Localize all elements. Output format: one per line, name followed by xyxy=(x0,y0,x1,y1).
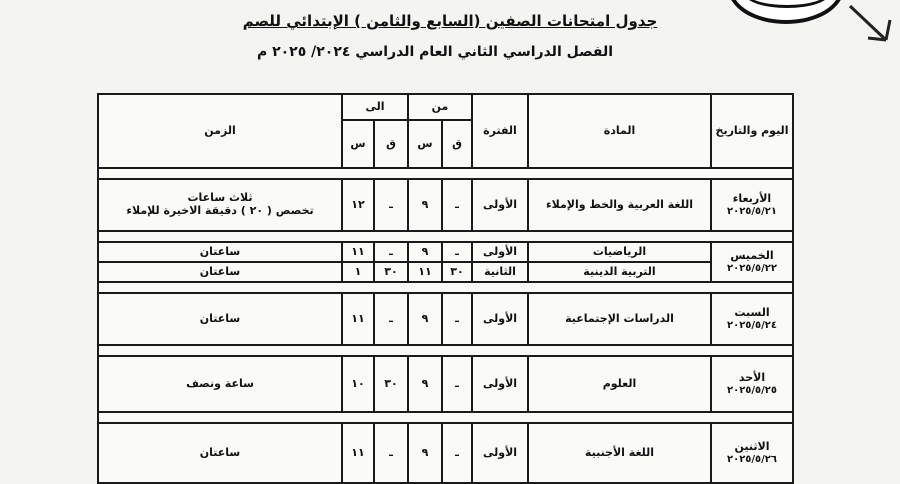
day-date-cell xyxy=(711,423,793,483)
to-minute-cell: ـ xyxy=(374,242,408,262)
exam-date: ٢٠٢٥/٥/٢٢ xyxy=(726,262,778,274)
header-from-minute: ق xyxy=(442,120,472,168)
from-hour-cell: ٩ xyxy=(408,356,442,412)
header-day-date: اليوم والتاريخ xyxy=(711,94,793,168)
from-hour-cell: ٩ xyxy=(408,293,442,345)
day-date-cell xyxy=(711,242,793,282)
day-date-cell xyxy=(711,293,793,345)
corner-arrow-icon xyxy=(846,0,900,60)
to-hour-cell: ١ xyxy=(342,262,374,282)
exam-schedule-table xyxy=(97,93,794,484)
duration-cell: ساعتان xyxy=(98,262,342,282)
header-duration: الزمن xyxy=(98,94,342,168)
period-cell: الأولى xyxy=(472,179,528,231)
table-row xyxy=(98,179,793,231)
period-cell: الأولى xyxy=(472,356,528,412)
period-cell: الأولى xyxy=(472,423,528,483)
period-cell: الأولى xyxy=(472,293,528,345)
header-from: من xyxy=(408,94,472,120)
from-hour-cell: ١١ xyxy=(408,262,442,282)
period-cell: الثانية xyxy=(472,262,528,282)
duration-cell: ساعتان xyxy=(98,423,342,483)
header-period: الفترة xyxy=(472,94,528,168)
from-minute-cell: ـ xyxy=(442,293,472,345)
day-name: السبت xyxy=(734,305,770,319)
day-date-cell xyxy=(711,356,793,412)
to-minute-cell: ٣٠ xyxy=(374,356,408,412)
from-minute-cell: ٣٠ xyxy=(442,262,472,282)
table-row xyxy=(98,423,793,483)
table-row xyxy=(98,242,793,262)
exam-date: ٢٠٢٥/٥/٢٦ xyxy=(726,453,778,465)
from-hour-cell: ٩ xyxy=(408,423,442,483)
header-to: الى xyxy=(342,94,408,120)
from-minute-cell: ـ xyxy=(442,242,472,262)
emblem-logo xyxy=(728,0,844,24)
header-to-hour: س xyxy=(342,120,374,168)
from-minute-cell: ـ xyxy=(442,179,472,231)
to-hour-cell: ١١ xyxy=(342,423,374,483)
period-cell: الأولى xyxy=(472,242,528,262)
subject-cell: اللغة العربية والخط والإملاء xyxy=(528,179,711,231)
duration-text: ثلاث ساعات xyxy=(187,191,253,205)
table-row xyxy=(98,262,793,282)
subject-cell: الرياضيات xyxy=(528,242,711,262)
subject-cell: العلوم xyxy=(528,356,711,412)
from-hour-cell: ٩ xyxy=(408,242,442,262)
to-minute-cell: ـ xyxy=(374,179,408,231)
duration-cell: ساعتان xyxy=(98,293,342,345)
duration-note: تخصص ( ٢٠ ) دقيقة الاخيرة للإملاء xyxy=(126,204,314,217)
header-row-1 xyxy=(98,94,793,120)
duration-cell xyxy=(98,179,342,231)
header-subject: المادة xyxy=(528,94,711,168)
exam-date: ٢٠٢٥/٥/٢٤ xyxy=(726,319,778,331)
day-name: الاثنين xyxy=(734,439,770,453)
subject-cell: التربية الدينية xyxy=(528,262,711,282)
subject-cell: الدراسات الإجتماعية xyxy=(528,293,711,345)
page-subtitle: الفصل الدراسي الثاني العام الدراسي ٢٠٢٤/ ٢٠٢٥ م xyxy=(256,44,614,60)
day-name: الأحد xyxy=(738,370,766,384)
duration-cell: ساعتان xyxy=(98,242,342,262)
page-title: جدول امتحانات الصفين (السابع والثامن ) الإبتدائي للصم xyxy=(242,12,658,30)
header-to-minute: ق xyxy=(374,120,408,168)
to-hour-cell: ١١ xyxy=(342,242,374,262)
to-minute-cell: ٣٠ xyxy=(374,262,408,282)
from-minute-cell: ـ xyxy=(442,423,472,483)
exam-date: ٢٠٢٥/٥/٢١ xyxy=(726,205,778,217)
from-minute-cell: ـ xyxy=(442,356,472,412)
header-from-hour: س xyxy=(408,120,442,168)
day-name: الأربعاء xyxy=(732,191,772,205)
to-hour-cell: ١٢ xyxy=(342,179,374,231)
subject-cell: اللغة الأجنبية xyxy=(528,423,711,483)
day-date-cell xyxy=(711,179,793,231)
to-minute-cell: ـ xyxy=(374,293,408,345)
table-row xyxy=(98,356,793,412)
day-name: الخميس xyxy=(730,248,774,262)
table-row xyxy=(98,293,793,345)
to-hour-cell: ١٠ xyxy=(342,356,374,412)
exam-date: ٢٠٢٥/٥/٢٥ xyxy=(726,384,778,396)
from-hour-cell: ٩ xyxy=(408,179,442,231)
duration-cell: ساعة ونصف xyxy=(98,356,342,412)
to-hour-cell: ١١ xyxy=(342,293,374,345)
to-minute-cell: ـ xyxy=(374,423,408,483)
